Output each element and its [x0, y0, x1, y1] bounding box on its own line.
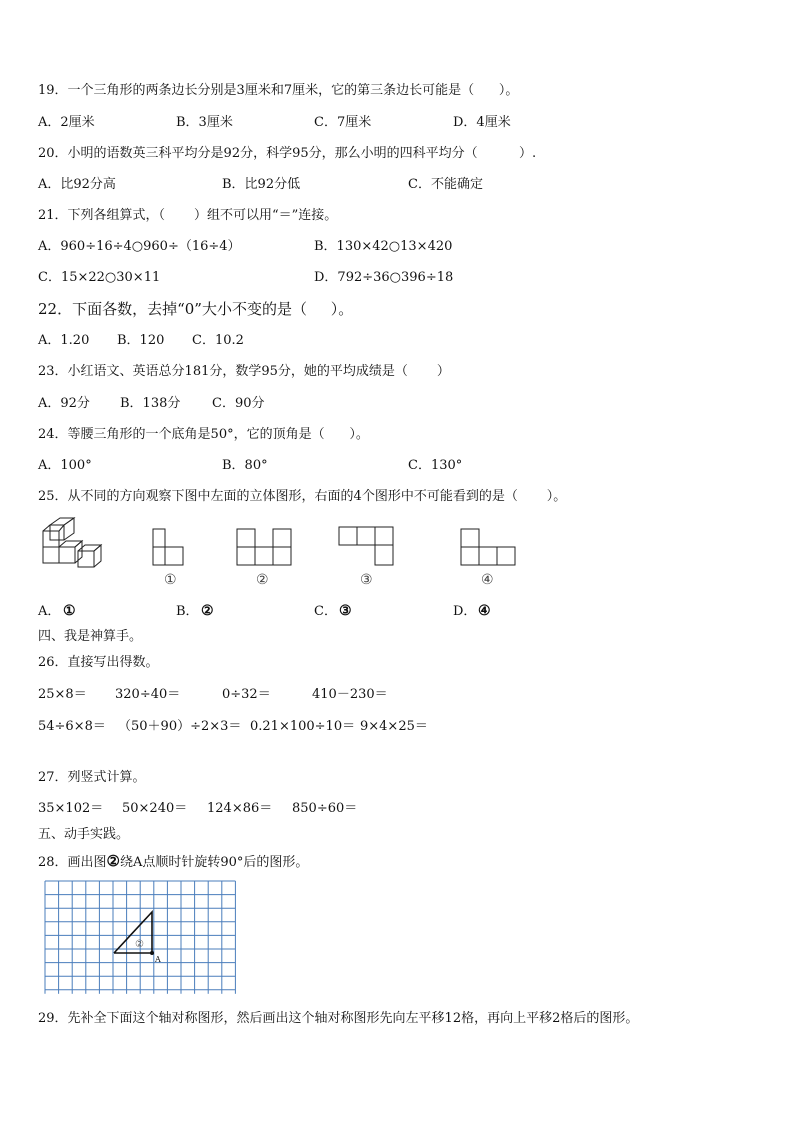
q19-option-c[interactable]: C．7厘米: [314, 115, 372, 130]
q20-option-c[interactable]: C．不能确定: [408, 177, 483, 192]
q23-option-b[interactable]: B．138分: [120, 396, 181, 411]
q22-option-b[interactable]: B．120: [117, 333, 165, 348]
q21-option-b[interactable]: B．130×42○13×420: [314, 239, 453, 254]
q29-stem: 29．先补全下面这个轴对称图形，然后画出这个轴对称图形先向左平移12格，再向上平移2格后的图形。: [38, 1011, 639, 1026]
q24-option-c[interactable]: C．130°: [408, 458, 463, 473]
q25-option-b[interactable]: B．: [176, 604, 199, 619]
q23-option-c[interactable]: C．90分: [212, 396, 265, 411]
q26-expr: 54÷6×8＝: [38, 719, 106, 734]
q27-expr: 850÷60＝: [292, 801, 358, 816]
q26-expr: 0.21×100÷10＝: [250, 719, 356, 734]
q27-expr: 50×240＝: [122, 801, 188, 816]
q23-stem: 23．小红语文、英语总分181分，数学95分，她的平均成绩是（ ）: [38, 364, 450, 379]
view-figure-1: [152, 528, 192, 568]
cube-stack-figure: [38, 517, 118, 577]
q19-option-b[interactable]: B．3厘米: [176, 115, 233, 130]
q26-expr: 410－230＝: [312, 687, 388, 702]
q24-option-a[interactable]: A．100°: [38, 458, 92, 473]
q26-expr: 320÷40＝: [115, 687, 181, 702]
q23-option-a[interactable]: A．92分: [38, 396, 90, 411]
q25-option-b-mark: ②: [201, 603, 214, 619]
view-figure-4: [460, 528, 520, 568]
q25-option-d[interactable]: D．: [453, 604, 477, 619]
q27-stem: 27．列竖式计算。: [38, 770, 146, 785]
q28-stem-post: 绕A点顺时针旋转90°后的图形。: [120, 855, 309, 870]
q24-stem: 24．等腰三角形的一个底角是50°，它的顶角是（ ）。: [38, 427, 369, 442]
q21-stem: 21．下列各组算式，（ ）组不可以用“＝”连接。: [38, 208, 338, 223]
view-figure-2: [236, 528, 296, 568]
view-caption-1: ①: [164, 572, 177, 588]
view-figure-3: [338, 526, 398, 568]
q26-expr: （50＋90）÷2×3＝: [118, 719, 242, 734]
view-caption-4: ④: [481, 572, 494, 588]
rotation-grid: [44, 880, 240, 998]
q25-stem: 25．从不同的方向观察下图中左面的立体图形，右面的4个图形中不可能看到的是（ ）。: [38, 489, 567, 504]
q19-stem: 19．一个三角形的两条边长分别是3厘米和7厘米，它的第三条边长可能是（ ）。: [38, 83, 519, 98]
triangle-shape: [114, 912, 152, 953]
q22-option-a[interactable]: A．1.20: [38, 333, 90, 348]
q22-stem: 22．下面各数，去掉“0”大小不变的是（ ）。: [38, 300, 354, 318]
triangle-label: ②: [135, 939, 144, 950]
q26-stem: 26．直接写出得数。: [38, 655, 159, 670]
q25-option-c[interactable]: C．: [314, 604, 337, 619]
q19-option-a[interactable]: A．2厘米: [38, 115, 95, 130]
q20-stem: 20．小明的语数英三科平均分是92分，科学95分，那么小明的四科平均分（ ）.: [38, 146, 537, 161]
point-a-label: A: [155, 955, 161, 964]
q27-expr: 35×102＝: [38, 801, 104, 816]
q27-expr: 124×86＝: [207, 801, 273, 816]
q28-stem: [38, 852, 308, 872]
q21-option-a[interactable]: A．960÷16÷4○960÷（16÷4）: [38, 239, 241, 254]
q26-expr: 9×4×25＝: [360, 719, 428, 734]
q21-option-c[interactable]: C．15×22○30×11: [38, 270, 161, 285]
q19-option-d[interactable]: D．4厘米: [453, 115, 511, 130]
q20-option-b[interactable]: B．比92分低: [222, 177, 301, 192]
q25-option-a[interactable]: A．: [38, 604, 61, 619]
q20-option-a[interactable]: A．比92分高: [38, 177, 116, 192]
view-caption-3: ③: [360, 572, 373, 588]
q25-option-d-mark: ④: [478, 603, 491, 619]
view-caption-2: ②: [256, 572, 269, 588]
q24-option-b[interactable]: B．80°: [222, 458, 268, 473]
point-a-dot: [150, 951, 154, 955]
q25-option-c-mark: ③: [339, 603, 352, 619]
q28-stem-mark: ②: [106, 852, 120, 870]
q22-option-c[interactable]: C．10.2: [192, 333, 244, 348]
section-4-heading: 四、我是神算手。: [38, 629, 143, 644]
q21-option-d[interactable]: D．792÷36○396÷18: [314, 270, 454, 285]
q28-stem-pre: 28．画出图: [38, 855, 107, 870]
section-5-heading: 五、动手实践。: [38, 827, 130, 842]
q25-option-a-mark: ①: [63, 603, 76, 619]
q26-expr: 0÷32＝: [222, 687, 271, 702]
q26-expr: 25×8＝: [38, 687, 87, 702]
